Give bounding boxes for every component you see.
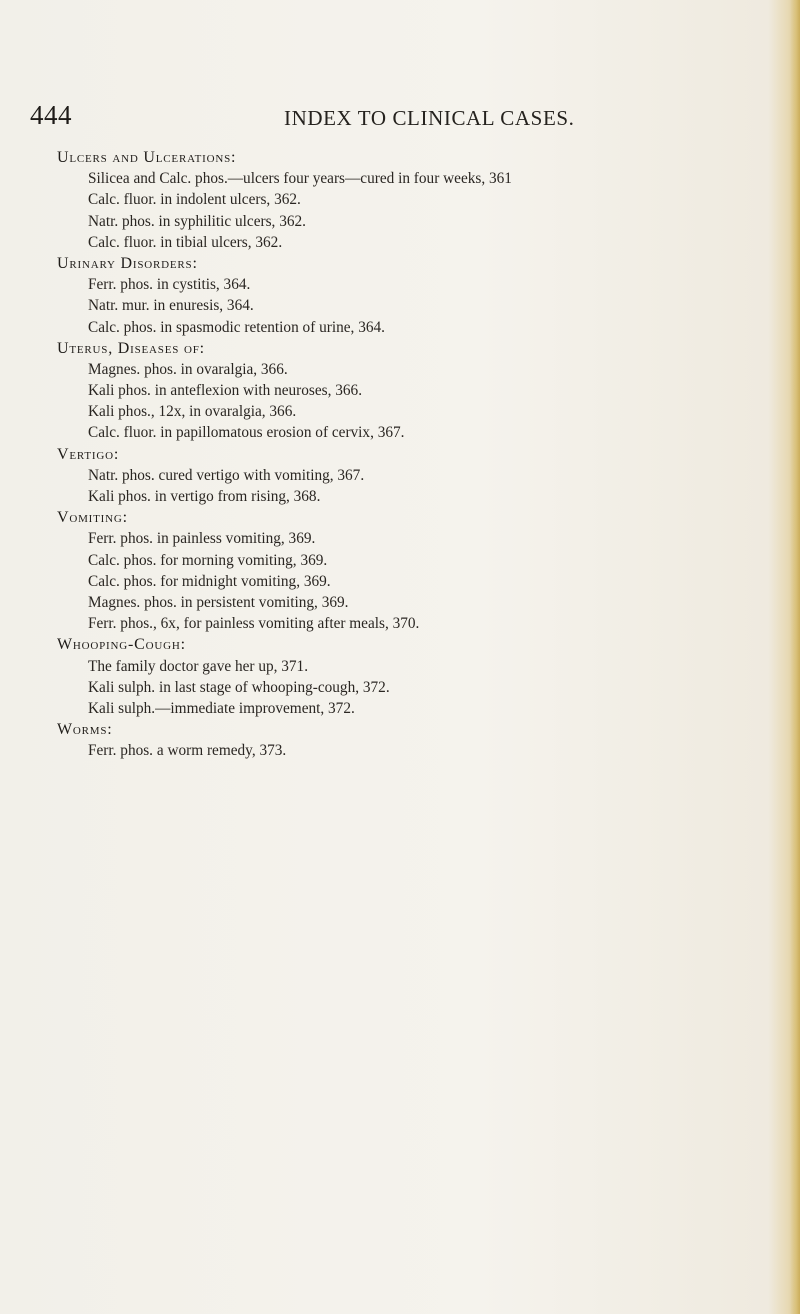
page-edge: [790, 0, 800, 1314]
index-entry: Kali sulph. in last stage of whooping-cough, 372.: [88, 678, 390, 696]
index-entry: Kali sulph.—immediate improvement, 372.: [88, 699, 355, 717]
index-entry: Kali phos., 12x, in ovaralgia, 366.: [88, 403, 297, 421]
index-entry: Calc. phos. in spasmodic retention of urine, 364.: [88, 318, 385, 336]
index-entry: Natr. phos. in syphilitic ulcers, 362.: [88, 212, 306, 230]
index-entry: Ferr. phos. in painless vomiting, 369.: [88, 530, 316, 548]
index-entry: Ferr. phos. a worm remedy, 373.: [88, 742, 287, 760]
section-heading: Whooping-Cough:: [57, 636, 186, 654]
index-entry: Magnes. phos. in ovaralgia, 366.: [88, 360, 288, 378]
index-entry: The family doctor gave her up, 371.: [88, 657, 309, 675]
index-entry: Calc. phos. for midnight vomiting, 369.: [88, 572, 331, 590]
index-entry: Calc. fluor. in indolent ulcers, 362.: [88, 191, 301, 209]
index-section: [57, 444, 777, 508]
index-entry: Magnes. phos. in persistent vomiting, 369.: [88, 593, 349, 611]
index-entry: Natr. phos. cured vertigo with vomiting, 367.: [88, 466, 365, 484]
index-section: [57, 338, 777, 444]
index-entry: Calc. fluor. in tibial ulcers, 362.: [88, 233, 283, 251]
section-heading: Vomiting:: [57, 509, 128, 527]
index-entry: Kali phos. in anteflexion with neuroses, 366.: [88, 382, 363, 400]
index-section: [57, 507, 777, 634]
index-entry: Ferr. phos. in cystitis, 364.: [88, 276, 251, 294]
index-section: [57, 253, 777, 338]
index-entries: [57, 147, 777, 761]
section-heading: Worms:: [57, 721, 113, 739]
section-heading: Ulcers and Ulcerations:: [57, 149, 237, 166]
running-head: INDEX TO CLINICAL CASES.: [284, 106, 575, 130]
index-entry: Calc. phos. for morning vomiting, 369.: [88, 551, 328, 569]
index-entry: Kali phos. in vertigo from rising, 368.: [88, 488, 321, 505]
index-entry: Silicea and Calc. phos.—ulcers four years—cured in four weeks, 361: [88, 170, 512, 188]
index-entry: Natr. mur. in enuresis, 364.: [88, 297, 254, 315]
index-entry: Ferr. phos., 6x, for painless vomiting after meals, 370.: [88, 615, 420, 633]
index-entry: Calc. fluor. in papillomatous erosion of cervix, 367.: [88, 424, 405, 442]
index-section: [57, 147, 777, 253]
section-heading: Urinary Disorders:: [57, 254, 198, 272]
page-number: 444: [30, 100, 72, 130]
section-heading: Vertigo:: [57, 445, 120, 463]
index-section: [57, 719, 777, 761]
index-section: [57, 634, 777, 719]
page-header: [30, 100, 770, 140]
section-heading: Uterus, Diseases of:: [57, 339, 205, 357]
